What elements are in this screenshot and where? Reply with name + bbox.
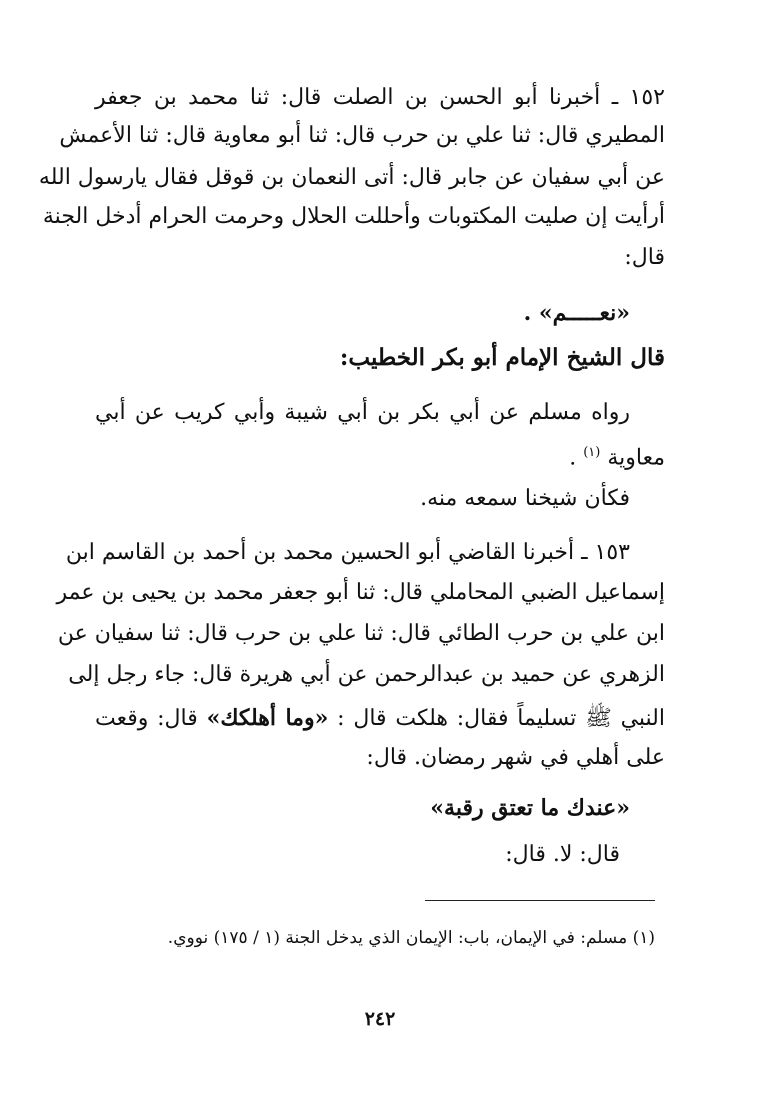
footnote-divider [425,900,655,901]
footnote-ref: (١) [583,445,601,460]
hadith-153-quote: «عندك ما تعتق رقبة» [430,795,630,821]
hadith-153-last: قال: لا. قال: [505,842,620,867]
hadith-152-line-4: أرأيت إن صليت المكتوبات وأحللت الحلال وحرمت الحرام أدخل الجنة [42,204,665,229]
section-heading: قال الشيخ الإمام أبو بكر الخطيب: [339,344,665,371]
hadith-153-line-5-a: النبي ﷺ تسليماً فقال: هلكت قال : [337,706,665,731]
commentary-line-1: رواه مسلم عن أبي بكر بن أبي شيبة وأبي كريب عن أبي [95,400,630,425]
footnote: (١) مسلم: في الإيمان، باب: الإيمان الذي يدخل الجنة (١ / ١٧٥) نووي. [167,928,655,948]
hadith-153-line-1: ١٥٣ ـ أخبرنا القاضي أبو الحسين محمد بن أحمد بن القاسم ابن [65,540,630,565]
hadith-152-line-5: قال: [624,245,665,270]
commentary-line-2-text: معاوية [607,445,665,471]
hadith-153-line-6: على أهلي في شهر رمضان. قال: [366,745,665,770]
hadith-153-line-5 [95,703,665,733]
quote-what-ruined-you: «وما أهلكك» [206,705,329,731]
page-number: ٢٤٢ [364,1008,396,1030]
hadith-153-line-2: إسماعيل الضبي المحاملي قال: ثنا أبو جعفر محمد بن يحيى بن عمر [56,580,665,605]
hadith-153-line-3: ابن علي بن حرب الطائي قال: ثنا علي بن حرب قال: ثنا سفيان عن [57,621,665,646]
hadith-153-line-4: الزهري عن حميد بن عبدالرحمن عن أبي هريرة قال: جاء رجل إلى [68,662,665,687]
commentary-line-2 [95,438,665,471]
hadith-153-line-5-c: قال: وقعت [95,706,198,731]
commentary-line-2-end: . [569,445,577,471]
commentary-line-3: فكأن شيخنا سمعه منه. [420,486,630,511]
hadith-152-line-2: المطيري قال: ثنا علي بن حرب قال: ثنا أبو معاوية قال: ثنا الأعمش [59,123,665,148]
hadith-152-line-1: ١٥٢ ـ أخبرنا أبو الحسن بن الصلت قال: ثنا محمد بن جعفر [95,85,665,110]
hadith-152-line-3: عن أبي سفيان عن جابر قال: أتى النعمان بن قوقل فقال يارسول الله [38,165,665,190]
hadith-152-answer: «نعـــــم» . [523,300,630,326]
